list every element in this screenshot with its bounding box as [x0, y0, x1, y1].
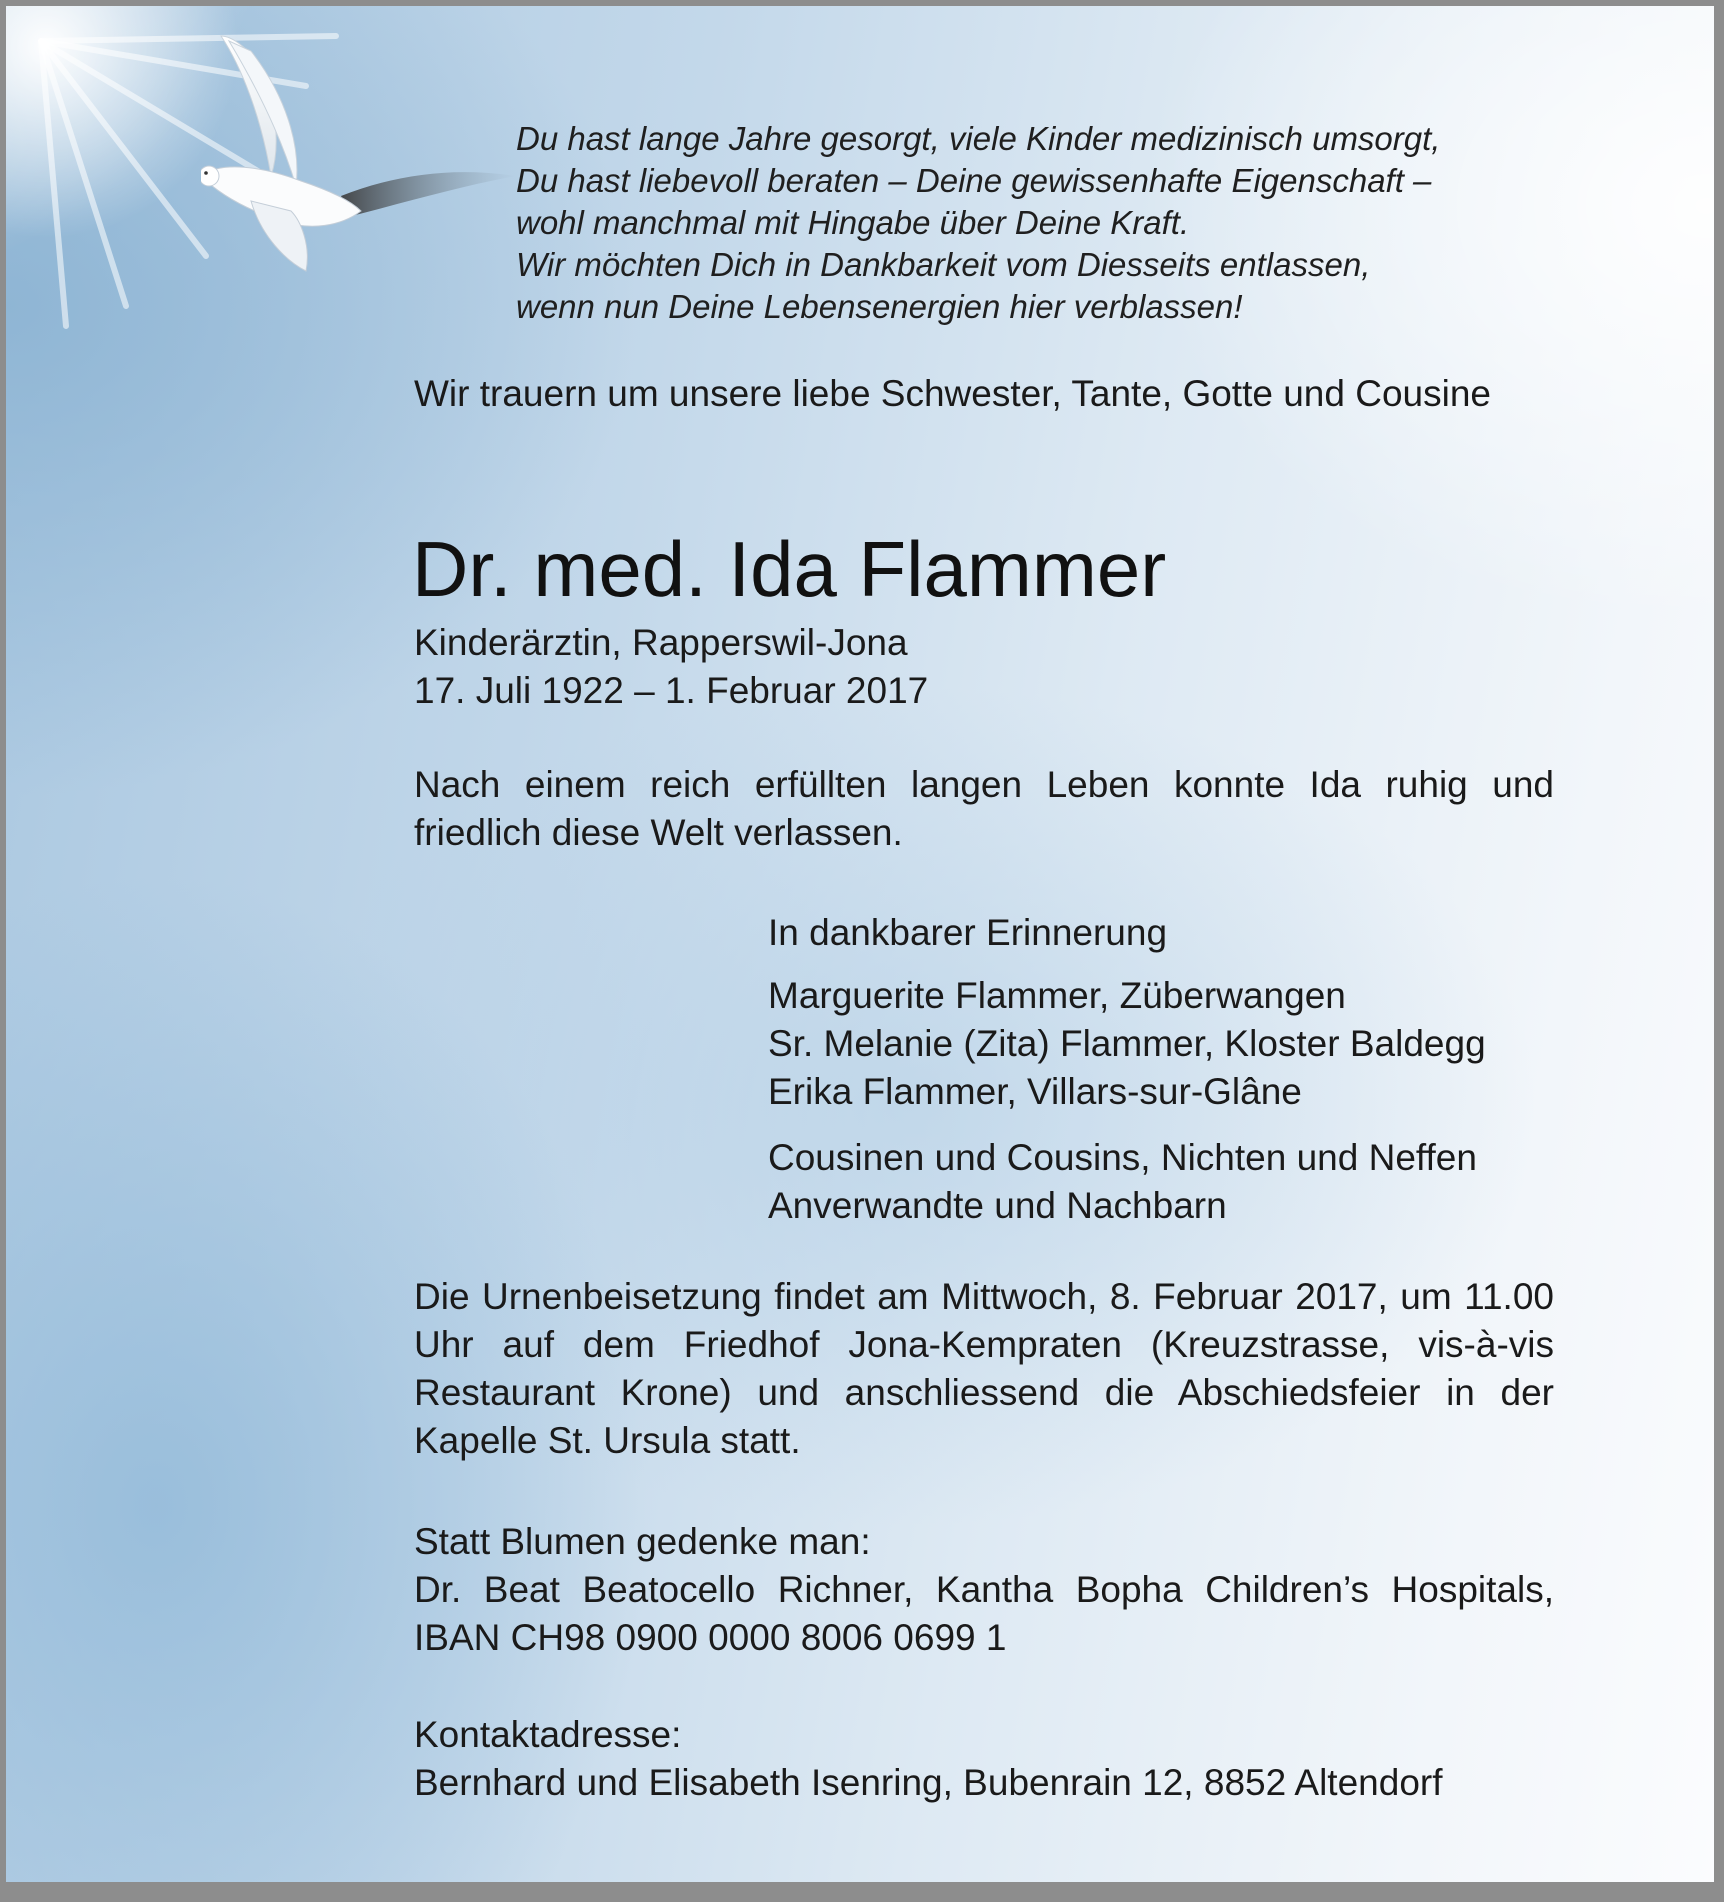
- poem: [516, 118, 1616, 328]
- passing-text: Nach einem reich erfüllten langen Leben konnte Ida ruhig und friedlich diese Welt verlassen.: [414, 764, 1554, 853]
- deceased-name: Dr. med. Ida Flammer: [412, 525, 1167, 613]
- family-member: Sr. Melanie (Zita) Flammer, Kloster Baldegg: [768, 1023, 1486, 1064]
- mourning-intro: Wir trauern um unsere liebe Schwester, Tante, Gotte und Cousine: [414, 373, 1491, 414]
- donation-text: Dr. Beat Beatocello Richner, Kantha Bopha Children’s Hospitals, IBAN CH98 0900 0000 8006 0699 1: [414, 1569, 1554, 1658]
- burial-text: Die Urnenbeisetzung findet am Mittwoch, 8. Februar 2017, um 11.00 Uhr auf dem Friedhof Jona-Kempraten (Kreuzstrasse, vis-à-vis Restaurant Krone) und anschliessend die Abschiedsfeier in der Kapelle St. Ursula statt.: [414, 1276, 1554, 1461]
- relatives-line: Cousinen und Cousins, Nichten und Neffen: [768, 1137, 1477, 1178]
- relatives-line: Anverwandte und Nachbarn: [768, 1185, 1227, 1226]
- donation-heading: Statt Blumen gedenke man:: [414, 1521, 871, 1562]
- dove-icon: [201, 26, 531, 286]
- deceased-info: [414, 619, 1554, 715]
- relatives-list: [768, 1134, 1568, 1230]
- deceased-profession: Kinderärztin, Rapperswil-Jona: [414, 622, 908, 663]
- contact-section: [414, 1711, 1554, 1807]
- poem-line: Du hast liebevoll beraten – Deine gewissenhafte Eigenschaft –: [516, 162, 1432, 199]
- obituary-notice: [6, 6, 1714, 1882]
- contact-heading: Kontaktadresse:: [414, 1714, 682, 1755]
- family-member: Marguerite Flammer, Züberwangen: [768, 975, 1346, 1016]
- poem-line: wenn nun Deine Lebensenergien hier verblassen!: [516, 288, 1243, 325]
- family-member: Erika Flammer, Villars-sur-Glâne: [768, 1071, 1302, 1112]
- poem-line: Wir möchten Dich in Dankbarkeit vom Diesseits entlassen,: [516, 246, 1371, 283]
- family-list: [768, 972, 1568, 1116]
- poem-line: wohl manchmal mit Hingabe über Deine Kraft.: [516, 204, 1190, 241]
- contact-address: Bernhard und Elisabeth Isenring, Bubenrain 12, 8852 Altendorf: [414, 1762, 1443, 1803]
- donation-section: [414, 1518, 1554, 1662]
- deceased-dates: 17. Juli 1922 – 1. Februar 2017: [414, 670, 929, 711]
- mourners-heading: In dankbarer Erinnerung: [768, 912, 1168, 953]
- poem-line: Du hast lange Jahre gesorgt, viele Kinder medizinisch umsorgt,: [516, 120, 1441, 157]
